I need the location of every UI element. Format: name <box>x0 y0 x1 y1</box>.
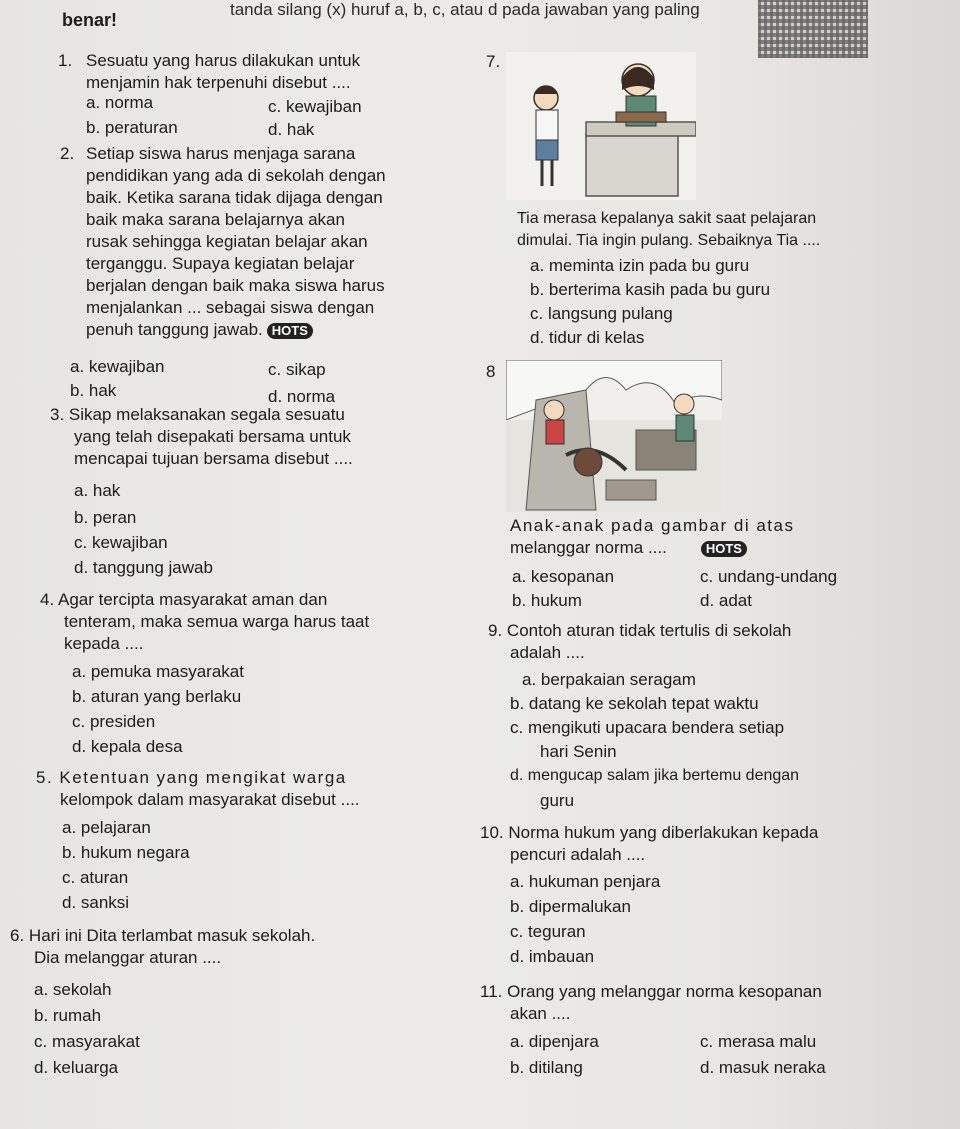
question-9: 9. Contoh aturan tidak tertulis di sekolah adalah .... <box>488 621 792 662</box>
instruction-end: benar! <box>62 10 118 30</box>
q9-option-d-cont: guru <box>540 791 575 810</box>
q2-option-d[interactable]: d. norma <box>268 387 336 406</box>
hots-badge: HOTS <box>267 323 313 339</box>
q8-illustration <box>506 360 722 512</box>
q7-option-a[interactable]: a. meminta izin pada bu guru <box>530 256 750 275</box>
q8-option-c[interactable]: c. undang-undang <box>700 567 838 586</box>
question-11: 11. Orang yang melanggar norma kesopanan akan .... <box>480 982 822 1023</box>
q6-option-c[interactable]: c. masyarakat <box>34 1032 140 1051</box>
q6-option-a[interactable]: a. sekolah <box>34 980 112 999</box>
instruction-text: tanda silang (x) huruf a, b, c, atau d pada jawaban yang paling <box>230 0 700 19</box>
question-7-text: Tia merasa kepalanya sakit saat pelajaran dimulai. Tia ingin pulang. Sebaiknya Tia .... <box>517 210 821 249</box>
q5-option-d[interactable]: d. sanksi <box>62 893 130 912</box>
q1-option-a[interactable]: a. norma <box>86 93 154 112</box>
q1-option-c[interactable]: c. kewajiban <box>268 97 362 116</box>
q10-option-a[interactable]: a. hukuman penjara <box>510 872 661 891</box>
q4-option-d[interactable]: d. kepala desa <box>72 737 183 756</box>
question-4: 4. Agar tercipta masyarakat aman dan tenteram, maka semua warga harus taat kepada .... <box>40 590 370 653</box>
q4-option-c[interactable]: c. presiden <box>72 712 156 731</box>
q6-option-b[interactable]: b. rumah <box>34 1006 102 1025</box>
q11-option-a[interactable]: a. dipenjara <box>510 1032 599 1051</box>
question-10: 10. Norma hukum yang diberlakukan kepada pencuri adalah .... <box>480 823 819 864</box>
q9-option-c-cont: hari Senin <box>540 742 617 761</box>
question-5: 5. Ketentuan yang mengikat warga kelompok dalam masyarakat disebut .... <box>36 768 360 809</box>
q11-option-b[interactable]: b. ditilang <box>510 1058 583 1077</box>
qr-code-icon <box>758 0 868 58</box>
q3-option-b[interactable]: b. peran <box>74 508 137 527</box>
question-1: 1. Sesuatu yang harus dilakukan untuk menjamin hak terpenuhi disebut .... <box>58 51 361 92</box>
q8-option-d[interactable]: d. adat <box>700 591 752 610</box>
q5-option-a[interactable]: a. pelajaran <box>62 818 151 837</box>
q7-illustration <box>506 52 696 200</box>
q10-option-d[interactable]: d. imbauan <box>510 947 595 966</box>
q9-option-c[interactable]: c. mengikuti upacara bendera setiap <box>510 718 785 737</box>
question-6: 6. Hari ini Dita terlambat masuk sekolah. Dia melanggar aturan .... <box>10 926 316 967</box>
q8-option-a[interactable]: a. kesopanan <box>512 567 615 586</box>
q7-option-c[interactable]: c. langsung pulang <box>530 304 673 323</box>
q5-option-c[interactable]: c. aturan <box>62 868 129 887</box>
q7-option-b[interactable]: b. berterima kasih pada bu guru <box>530 280 771 299</box>
q3-option-c[interactable]: c. kewajiban <box>74 533 168 552</box>
q9-option-b[interactable]: b. datang ke sekolah tepat waktu <box>510 694 759 713</box>
q3-option-a[interactable]: a. hak <box>74 481 121 500</box>
q2-option-a[interactable]: a. kewajiban <box>70 357 165 376</box>
q1-option-d[interactable]: d. hak <box>268 120 315 139</box>
q8-number: 8 <box>486 362 496 381</box>
q9-option-a[interactable]: a. berpakaian seragam <box>522 670 696 689</box>
hots-badge: HOTS <box>701 541 747 557</box>
q10-option-c[interactable]: c. teguran <box>510 922 586 941</box>
q5-option-b[interactable]: b. hukum negara <box>62 843 190 862</box>
q7-option-d[interactable]: d. tidur di kelas <box>530 328 645 347</box>
question-8-text: Anak-anak pada gambar di atas melanggar norma .... HOTS <box>510 516 795 557</box>
worksheet-page: tanda silang (x) huruf a, b, c, atau d pada jawaban yang paling benar! 1. Sesuatu yang harus dilakukan untuk menjamin hak terpenuhi disebut .... a. norma b. peraturan c. kewajiban d. hak 2. Setiap siswa harus menjaga sarana pendidikan yang ada di sekolah dengan baik. Ketika sarana tidak dijaga dengan baik maka sarana belajarnya akan rusak sehingga kegiatan belajar akan terganggu. Supaya kegiatan belajar berjalan dengan baik maka siswa harus menjalankan ... sebagai siswa dengan penuh tanggung jawab. HOTS a. kewajiban b. hak c. sikap d. norma 3. Sikap melaksanakan segala sesuatu yang telah disepakati bersama untuk mencapai tujuan bersama disebut .... a. hak b. peran c. kewajiban d. tanggung jawab 4. Agar tercipta masyarakat aman dan tenteram, maka semua warga harus taat kepada .... a. pemuka masyarakat b. aturan yang berlaku c. presiden d. kepala desa 5. Ketentuan yang mengikat warga kelompok dalam masyarakat disebut .... a. pelajaran b. hukum negara c. aturan d. sanksi 6. Hari ini Dita terlambat masuk sekolah. Dia melanggar aturan .... a. sekolah b. rumah c. masyarakat d. keluarga 7. Tia merasa kepalanya sakit saat pelajaran dimulai. Tia ingin pulang. Sebaiknya Tia .... a. meminta izin pada bu guru b. berterima kasih pada bu guru c. langsung pulang d. tidur di kelas 8 Anak-anak pada gambar di atas melanggar norma .... HOTS a. kesopanan b. hukum c. undang-undang d. adat 9. Contoh aturan tidak tertulis di sekolah adalah .... a. berpakaian seragam b. datang ke sekolah tepat waktu c. mengikuti upacara bendera setiap hari Senin d. mengucap salam jika bertemu dengan guru 10. Norma hukum yang diberlakukan kepada pencuri adalah .... a. hukuman penjara b. dipermalukan c. teguran d. imbauan 11. Orang yang melanggar norma kesopanan akan .... a. dipenjara b. ditilang c. merasa malu d. masuk neraka <box>0 0 960 1129</box>
q11-option-d[interactable]: d. masuk neraka <box>700 1058 826 1077</box>
q2-option-c[interactable]: c. sikap <box>268 360 326 379</box>
question-3: 3. Sikap melaksanakan segala sesuatu yang telah disepakati bersama untuk mencapai tujuan bersama disebut .... <box>50 405 353 468</box>
q2-option-b[interactable]: b. hak <box>70 381 117 400</box>
question-2-text: Setiap siswa harus menjaga sarana pendidikan yang ada di sekolah dengan baik. Ketika sarana tidak dijaga dengan baik maka sarana belajarnya akan rusak sehingga kegiatan belajar akan terganggu. Supaya kegiatan belajar berjalan dengan baik maka siswa harus menjalankan ... sebagai siswa dengan penuh tanggung jawab. HOTS <box>86 144 386 339</box>
q11-option-c[interactable]: c. merasa malu <box>700 1032 817 1051</box>
q10-option-b[interactable]: b. dipermalukan <box>510 897 631 916</box>
q3-option-d[interactable]: d. tanggung jawab <box>74 558 213 577</box>
q9-option-d[interactable]: d. mengucap salam jika bertemu dengan <box>510 767 800 784</box>
q1-option-b[interactable]: b. peraturan <box>86 118 178 137</box>
q8-option-b[interactable]: b. hukum <box>512 591 582 610</box>
q4-option-a[interactable]: a. pemuka masyarakat <box>72 662 244 681</box>
q7-number: 7. <box>486 52 501 71</box>
q6-option-d[interactable]: d. keluarga <box>34 1058 119 1077</box>
q4-option-b[interactable]: b. aturan yang berlaku <box>72 687 242 706</box>
